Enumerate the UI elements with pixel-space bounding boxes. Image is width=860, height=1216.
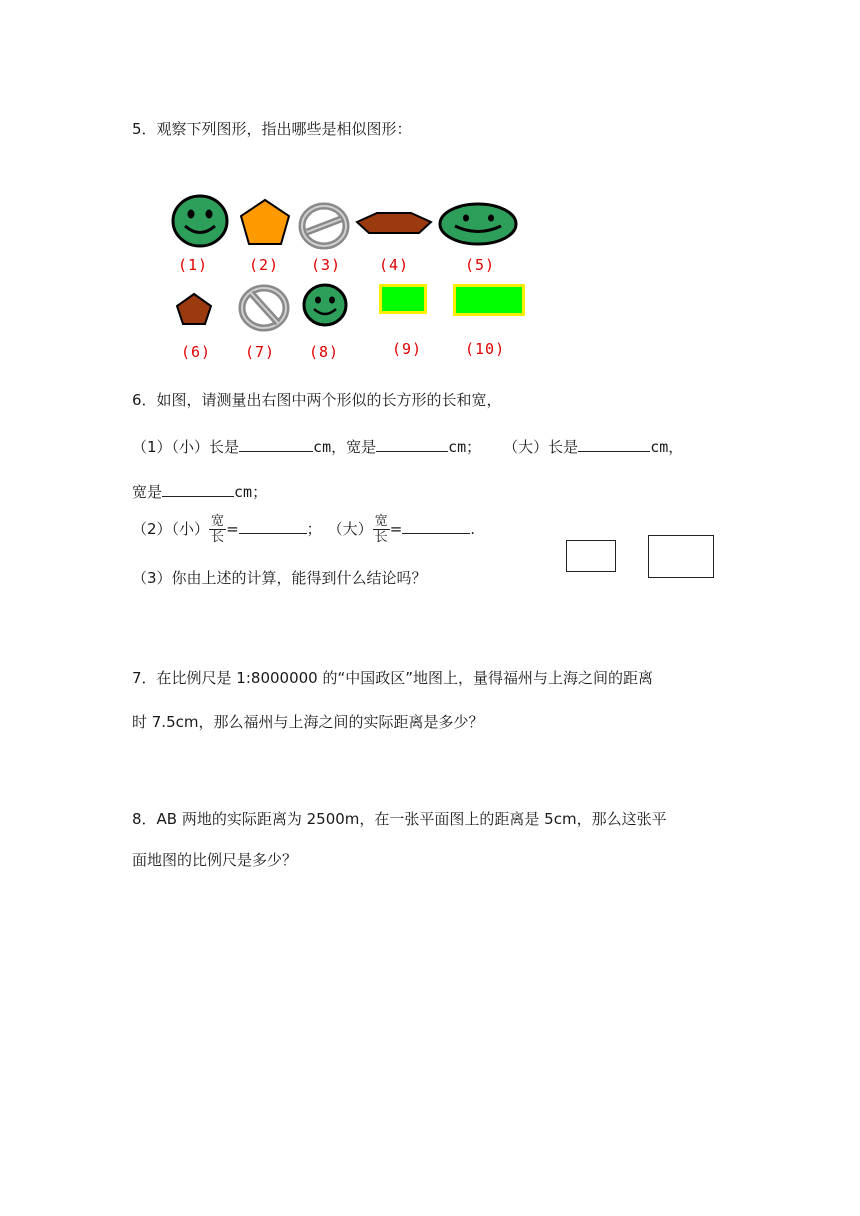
q6-line-4: （3）你由上述的计算，能得到什么结论吗？	[132, 569, 427, 587]
wide-smiley-icon-5	[437, 201, 519, 247]
figure-label: (7)	[245, 343, 276, 361]
q6-text: cm，	[650, 438, 684, 456]
figure-label: (3)	[311, 256, 342, 274]
answer-blank[interactable]	[402, 517, 470, 534]
smiley-face-icon-1	[170, 193, 230, 249]
no-sign-icon-7	[238, 284, 290, 332]
question-7-line-1: 7．在比例尺是 1:8000000 的“中国政区”地图上，量得福州与上海之间的距离	[132, 669, 654, 687]
figure-label: (5)	[465, 256, 496, 274]
question-7-line-2: 时 7.5cm，那么福州与上海之间的实际距离是多少？	[132, 713, 484, 731]
q6-text: （1）（小）长是	[132, 438, 240, 456]
green-rectangle-small-icon-9	[379, 284, 427, 314]
q6-line-1	[132, 435, 683, 457]
answer-blank[interactable]	[239, 517, 307, 534]
q6-text: ；	[306, 520, 322, 538]
q6-text: cm，宽是	[313, 438, 377, 456]
equals-sign: =	[226, 520, 239, 538]
fraction-numerator: 宽	[211, 514, 225, 529]
question-6-text: 6．如图，请测量出右图中两个形似的长方形的长和宽，	[132, 391, 502, 409]
q6-text: cm；	[234, 483, 268, 501]
pentagon-orange-icon-2	[238, 197, 292, 247]
q6-line-2	[132, 480, 267, 502]
ratio-fraction	[209, 514, 226, 545]
figure-label: (2)	[249, 256, 280, 274]
flat-pentagon-brown-icon-4	[353, 210, 435, 236]
equals-sign: =	[389, 520, 403, 538]
large-rectangle	[648, 535, 714, 578]
answer-blank[interactable]	[376, 435, 448, 452]
figure-label: (9)	[392, 340, 423, 358]
figure-label: (1)	[178, 256, 209, 274]
q6-text: .	[470, 520, 476, 538]
figure-label: (4)	[379, 256, 410, 274]
answer-blank[interactable]	[162, 480, 234, 497]
q6-text: （大）长是	[503, 438, 579, 456]
figure-label: (10)	[465, 340, 506, 358]
answer-blank[interactable]	[239, 435, 313, 452]
fraction-numerator: 宽	[374, 514, 388, 529]
figure-label: (6)	[181, 343, 212, 361]
q6-text: 宽是	[132, 483, 163, 501]
q6-text: cm；	[448, 438, 482, 456]
answer-blank[interactable]	[578, 435, 650, 452]
green-rectangle-large-icon-10	[453, 284, 525, 316]
small-rectangle	[566, 540, 616, 572]
figure-label: (8)	[309, 343, 340, 361]
no-sign-icon-3	[298, 202, 350, 250]
ratio-fraction	[373, 514, 390, 545]
fraction-denominator: 长	[211, 530, 225, 545]
fraction-denominator: 长	[374, 530, 388, 545]
question-8-line-1: 8．AB 两地的实际距离为 2500m，在一张平面图上的距离是 5cm，那么这张平	[132, 810, 667, 828]
question-8-line-2: 面地图的比例尺是多少？	[132, 851, 298, 869]
pentagon-small-brown-icon-6	[174, 291, 214, 327]
q6-text: （2）（小）	[132, 520, 210, 538]
q6-line-3	[132, 513, 475, 545]
question-5-text: 5．观察下列图形，指出哪些是相似图形：	[132, 120, 412, 138]
q6-text: （大）	[327, 520, 373, 538]
smiley-face-icon-8	[301, 282, 349, 328]
